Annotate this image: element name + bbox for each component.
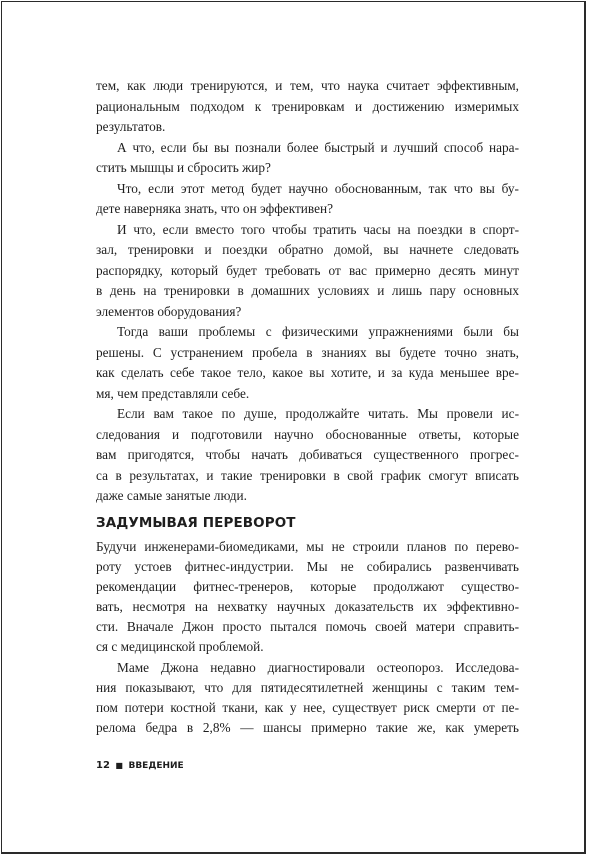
text-line: дете наверняка знать, что он эффективен? (96, 201, 334, 216)
text-line: даже самые занятые люди. (96, 488, 247, 503)
page-number: 12 (96, 760, 110, 771)
text-line: тем, как люди тренируются, и тем, что наука считает эффективным, (96, 78, 519, 93)
book-page (1, 1, 586, 854)
body-text-section (96, 537, 519, 738)
text-line: как сделать себе такое тело, какое вы хотите, и за куда меньшее вре- (96, 365, 519, 380)
running-section-title: ВВЕДЕНИЕ (128, 761, 184, 771)
text-line: распорядку, который будет требовать от вас примерно десять минут (96, 262, 519, 278)
text-line: Будучи инженерами-биомедиками, мы не строили планов по перево- (96, 539, 519, 554)
text-line: Если вам такое по душе, продолжайте читать. Мы провели ис- (117, 406, 519, 421)
text-line: Тогда ваши проблемы с физическими упражнениями были бы (117, 324, 519, 339)
text-line: вать, несмотря на нехватку научных доказательств их эффективно- (96, 599, 519, 615)
body-text-intro (96, 76, 519, 507)
text-line: зал, тренировки и поездки обратно домой, вы начнете следовать (96, 242, 519, 257)
text-line: результатов. (96, 119, 166, 134)
text-line: мя, чем представляли себе. (96, 385, 250, 401)
text-line: Что, если этот метод будет научно обоснованным, так что вы бу- (117, 180, 519, 196)
page-footer (96, 759, 184, 773)
text-line: вам пригодятся, чтобы начать добиваться существенного прогрес- (96, 447, 519, 462)
text-line: стить мышцы и сбросить жир? (96, 160, 271, 175)
section-heading: ЗАДУМЫВАЯ ПЕРЕВОРОТ (96, 515, 296, 531)
text-line: в день на тренировки в домашних условиях и лишь пару основных (96, 283, 519, 298)
text-line: релома бедра в 2,8% — шансы примерно такие же, как умереть (96, 719, 519, 735)
text-line: пом потери костной ткани, как у нее, существует риск смерти от пе- (96, 699, 519, 715)
text-line: А что, если бы вы познали более быстрый и лучший способ нара- (117, 139, 519, 155)
text-line: сти. Вначале Джон просто пытался помочь своей матери справить- (96, 619, 519, 635)
text-line: рекомендации фитнес-тренеров, которые продолжают существо- (96, 579, 519, 595)
text-line: са в результатах, и такие тренировки в свой график смогут вписать (96, 467, 519, 483)
text-line: элементов оборудования? (96, 303, 242, 319)
text-line: решены. С устранением пробела в знаниях вы будете точно знать, (96, 344, 519, 360)
text-line: ния показывают, что для пятидесятилетней женщины с таким тем- (96, 679, 519, 695)
text-line: следования и подготовили научно обоснованные ответы, которые (96, 426, 519, 442)
text-line: роту устоев фитнес-индустрии. Мы не собирались развенчивать (96, 559, 519, 575)
text-line: И что, если вместо того чтобы тратить часы на поездки в спорт- (117, 221, 519, 237)
text-line: рациональным подходом к тренировкам и достижению измеримых (96, 98, 519, 114)
text-line: Маме Джона недавно диагностировали остеопороз. Исследова- (117, 659, 519, 675)
footer-separator-icon: ■ (115, 761, 123, 770)
text-line: ся с медицинской проблемой. (96, 639, 264, 655)
